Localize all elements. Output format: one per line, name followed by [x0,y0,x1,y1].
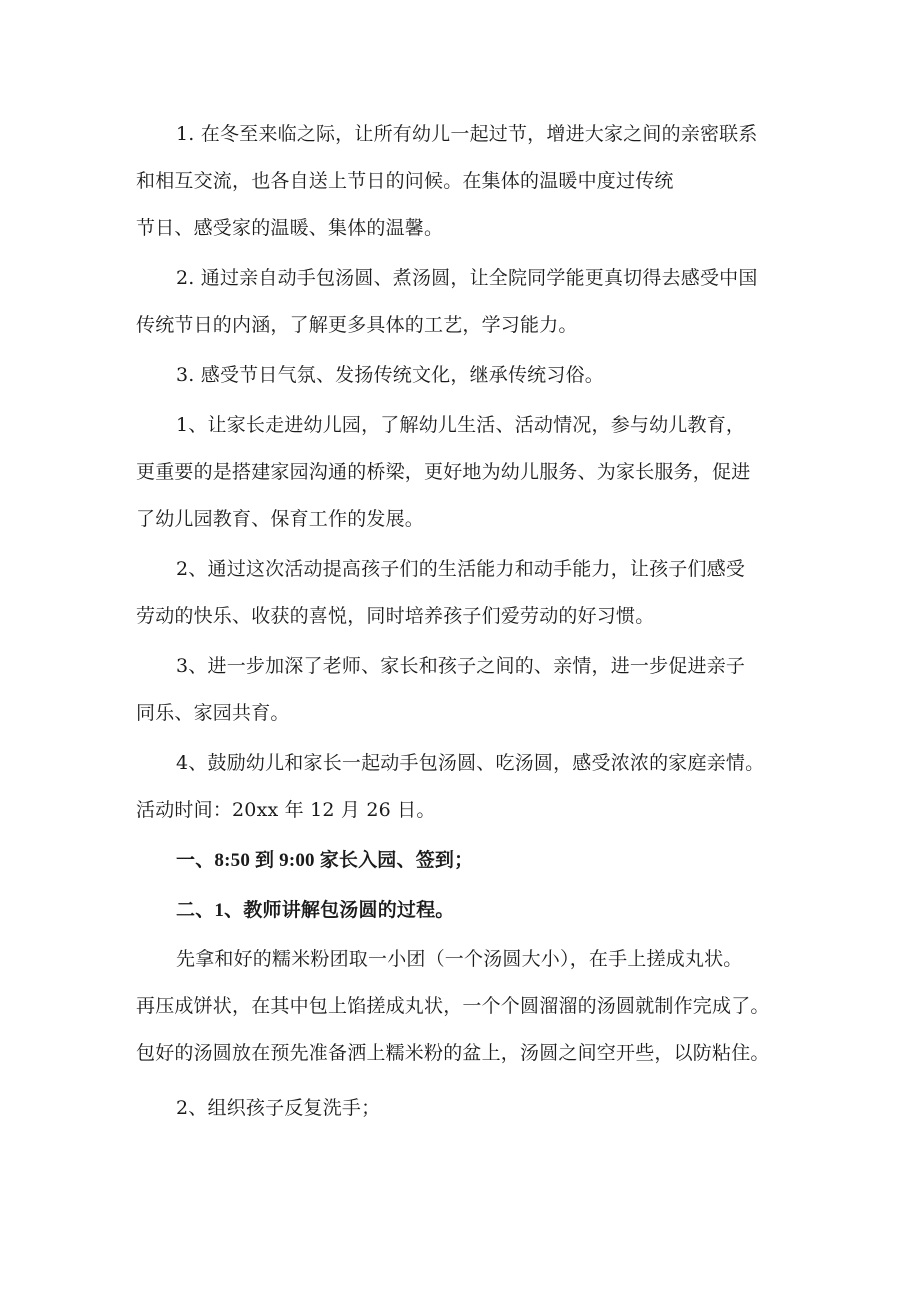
procedure-line-3: 包好的汤圆放在预先准备洒上糯米粉的盆上，汤圆之间空开些，以防粘住。 [136,1042,770,1064]
paragraph-6-line-1: 3、进一步加深了老师、家长和孩子之间的、亲情，进一步促进亲子 [176,655,746,677]
paragraph-4-line-1: 1、让家长走进幼儿园，了解幼儿生活、活动情况，参与幼儿教育， [176,414,746,436]
paragraph-3-line-1: 3. 感受节日气氛、发扬传统文化，继承传统习俗。 [176,364,604,386]
paragraph-1-line-1: 1. 在冬至来临之际，让所有幼儿一起过节，增进大家之间的亲密联系 [176,123,758,145]
paragraph-2-line-1: 2. 通过亲自动手包汤圆、煮汤圆，让全院同学能更真切得去感受中国 [176,267,758,289]
paragraph-1-line-3: 节日、感受家的温暖、集体的温馨。 [136,217,444,239]
paragraph-4-line-3: 了幼儿园教育、保育工作的发展。 [136,508,425,530]
schedule-item-1: 一、8:50 到 9:00 家长入园、签到； [176,850,474,871]
procedure-line-2: 再压成饼状，在其中包上馅搓成丸状，一个个圆溜溜的汤圆就制作完成了。 [136,995,770,1017]
paragraph-7-line-1: 4、鼓励幼儿和家长一起动手包汤圆、吃汤圆，感受浓浓的家庭亲情。 [176,752,765,774]
step-2-line: 2、组织孩子反复洗手； [176,1097,381,1119]
paragraph-1-line-2: 和相互交流，也各自送上节日的问候。在集体的温暖中度过传统 [136,170,674,192]
procedure-line-1: 先拿和好的糯米粉团取一小团（一个汤圆大小），在手上搓成丸状。 [176,948,743,970]
paragraph-5-line-1: 2、通过这次活动提高孩子们的生活能力和动手能力，让孩子们感受 [176,558,746,580]
paragraph-4-line-2: 更重要的是搭建家园沟通的桥梁，更好地为幼儿服务、为家长服务，促进 [136,461,751,483]
paragraph-6-line-2: 同乐、家园共育。 [136,702,290,724]
schedule-item-2: 二、1、教师讲解包汤圆的过程。 [176,900,455,921]
paragraph-5-line-2: 劳动的快乐、收获的喜悦，同时培养孩子们爱劳动的好习惯。 [136,605,655,627]
paragraph-2-line-2: 传统节日的内涵，了解更多具体的工艺，学习能力。 [136,314,578,336]
activity-time-line: 活动时间：20xx 年 12 月 26 日。 [136,799,436,821]
